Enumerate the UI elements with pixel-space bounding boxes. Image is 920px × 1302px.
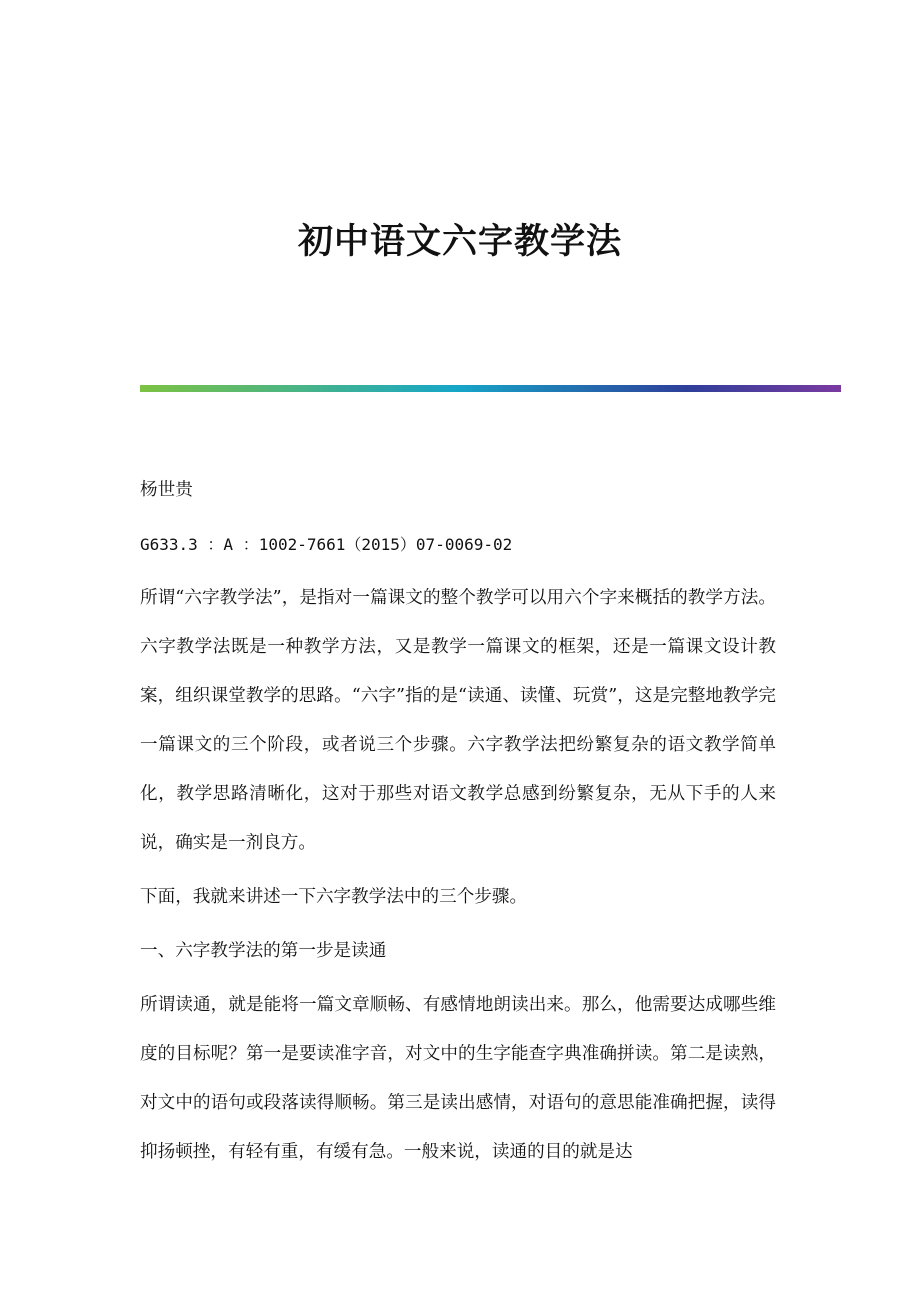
author-name: 杨世贵 xyxy=(140,480,193,500)
title-divider xyxy=(140,385,841,392)
section-heading-1: 一、六字教学法的第一步是读通 xyxy=(140,941,387,961)
document-body xyxy=(140,466,776,1182)
document-title: 初中语文六字教学法 xyxy=(297,221,622,262)
paragraph-transition: 下面，我就来讲述一下六字教学法中的三个步骤。 xyxy=(140,887,528,907)
classification-meta: G633.3 ：A ：1002-7661（2015）07-0069-02 xyxy=(140,535,513,554)
paragraph-reading: 所谓读通，就是能将一篇文章顺畅、有感情地朗读出来。那么，他需要达成哪些维度的目标呢？第一是要读准字音，对文中的生字能查字典准确拼读。第二是读熟，对文中的语句或段落读得顺畅。第三是读出感情，对语句的意思能准确把握，读得抑扬顿挫，有轻有重，有缓有急。一般来说，读通的目的就是达 xyxy=(140,995,776,1162)
paragraph-intro: 所谓“六字教学法”，是指对一篇课文的整个教学可以用六个字来概括的教学方法。六字教学法既是一种教学方法，又是教学一篇课文的框架，还是一篇课文设计教案，组织课堂教学的思路。“六字”指的是“读通、读懂、玩赏”，这是完整地教学完一篇课文的三个阶段，或者说三个步骤。六字教学法把纷繁复杂的语文教学简单化，教学思路清晰化，这对于那些对语文教学总感到纷繁复杂，无从下手的人来说，确实是一剂良方。 xyxy=(140,588,776,853)
divider-bar xyxy=(140,385,841,392)
